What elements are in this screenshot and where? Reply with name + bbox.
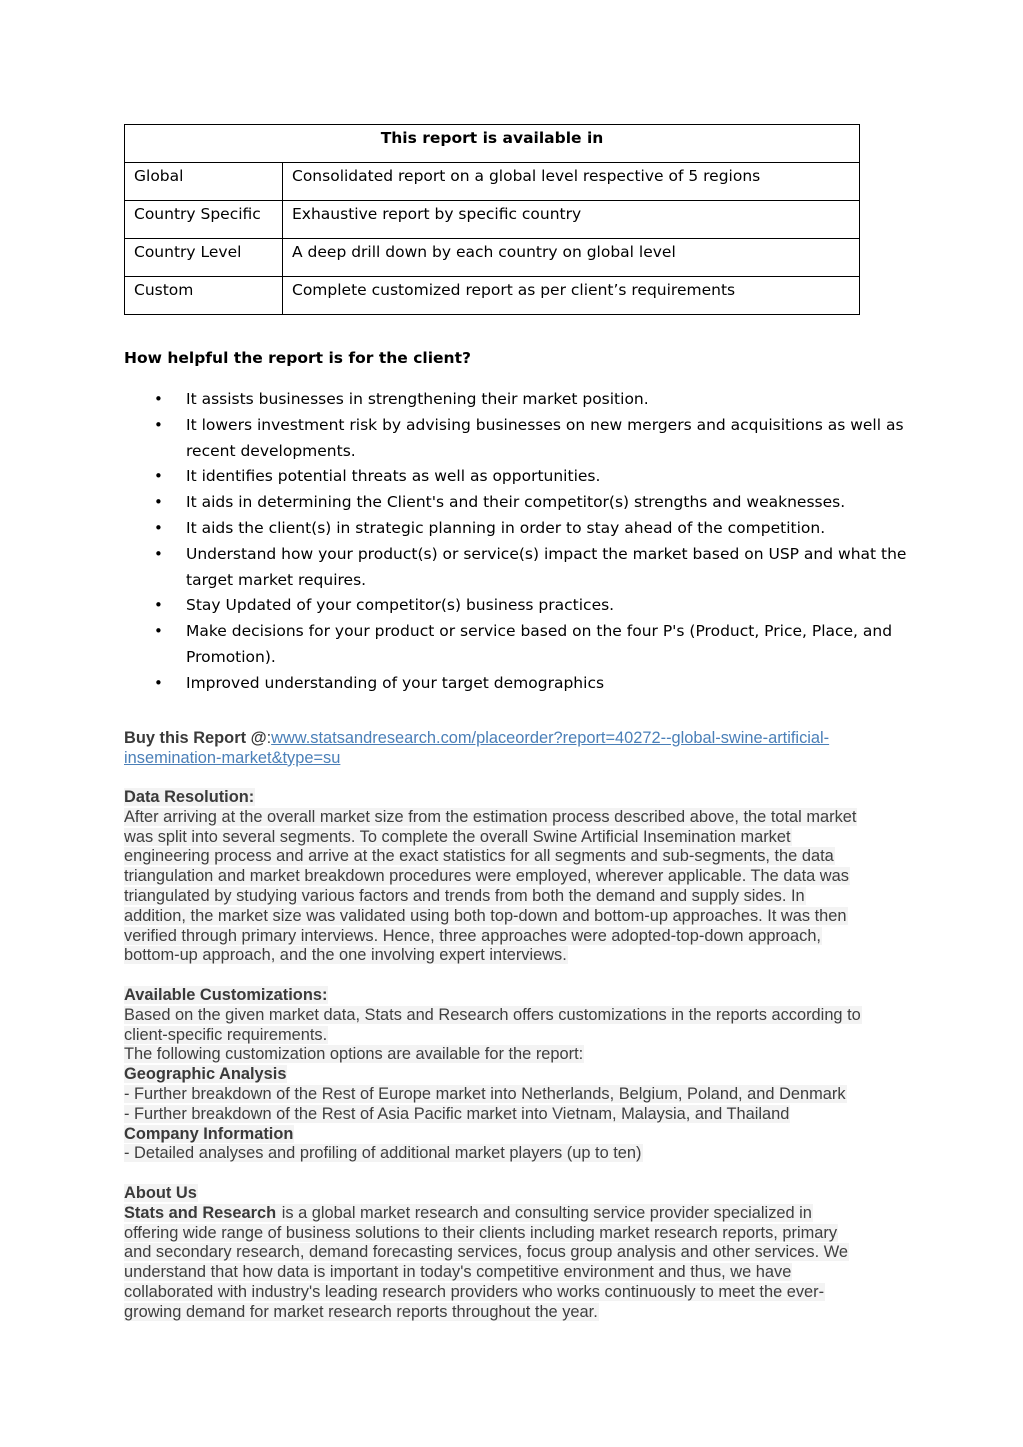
list-item <box>124 413 914 465</box>
benefit-text: Improved understanding of your target demographics <box>186 673 605 692</box>
table-row <box>125 201 860 239</box>
paragraph-line <box>124 1204 914 1224</box>
list-item <box>124 542 914 594</box>
scope-cell: Country Level <box>125 239 283 277</box>
bullet-icon: • <box>154 518 163 537</box>
paragraph-line <box>124 927 914 947</box>
paragraph-line <box>124 1006 914 1026</box>
buy-report-section <box>124 729 914 769</box>
paragraph-text: is a global market research and consulting service provider specialized in <box>277 1203 812 1222</box>
customization-item: - Detailed analyses and profiling of additional market players (up to ten) <box>124 1144 642 1163</box>
paragraph-text: engineering process and arrive at the exact statistics for all segments and sub-segments, the data <box>124 847 834 866</box>
paragraph-line <box>124 1263 914 1283</box>
paragraph-line <box>124 1045 914 1065</box>
paragraph-text: Based on the given market data, Stats and Research offers customizations in the reports according to <box>124 1005 861 1024</box>
company-information-heading: Company Information <box>124 1124 294 1143</box>
paragraph-text: client-specific requirements. <box>124 1025 328 1044</box>
availability-table-header: This report is available in <box>125 125 860 163</box>
paragraph-line <box>124 907 914 927</box>
list-item <box>124 1144 914 1164</box>
list-item <box>124 516 914 542</box>
data-resolution-heading: Data Resolution: <box>124 788 255 806</box>
paragraph-line <box>124 1303 914 1323</box>
about-heading: About Us <box>124 1184 197 1202</box>
paragraph-text: verified through primary interviews. Hence, three approaches were adopted-top-down approach, <box>124 926 821 945</box>
paragraph-text: The following customization options are available for the report: <box>124 1045 584 1064</box>
list-item <box>124 464 914 490</box>
section-heading-line <box>124 1184 914 1204</box>
benefit-text: Make decisions for your product or service based on the four P's (Product, Price, Place, and Promotion). <box>186 622 893 666</box>
paragraph-text: bottom-up approach, and the one involving expert interviews. <box>124 946 567 965</box>
availability-table <box>124 124 860 315</box>
paragraph-line <box>124 1224 914 1244</box>
buy-label: Buy this Report @ <box>124 729 267 747</box>
benefit-text: It assists businesses in strengthening their market position. <box>186 390 649 408</box>
customizations-heading: Available Customizations: <box>124 986 328 1004</box>
paragraph-text: offering wide range of business solutions to their clients including market research reports, primary <box>124 1223 838 1242</box>
paragraph-line <box>124 867 914 887</box>
bullet-icon: • <box>154 544 163 563</box>
bullet-icon: • <box>154 415 163 434</box>
subheading-line <box>124 1125 914 1145</box>
buy-line-2 <box>124 749 914 769</box>
benefit-text: It lowers investment risk by advising businesses on new mergers and acquisitions as well as recent developments. <box>186 415 904 460</box>
description-cell: Exhaustive report by specific country <box>283 201 860 239</box>
paragraph-line <box>124 828 914 848</box>
customization-item: - Further breakdown of the Rest of Europe market into Netherlands, Belgium, Poland, and Denmark <box>124 1084 846 1103</box>
paragraph-line <box>124 847 914 867</box>
bullet-icon: • <box>154 622 163 641</box>
buy-report-link[interactable]: www.statsandresearch.com/placeorder?report=40272--global-swine-artificial- <box>271 729 830 747</box>
description-cell: A deep drill down by each country on global level <box>283 239 860 277</box>
buy-colon: : <box>266 729 272 747</box>
benefit-text: Stay Updated of your competitor(s) business practices. <box>186 596 615 615</box>
benefit-text: It aids the client(s) in strategic planning in order to stay ahead of the competition. <box>186 518 826 537</box>
list-item <box>124 1085 914 1105</box>
paragraph-text: and secondary research, demand forecasting services, focus group analysis and other services. We <box>124 1243 848 1262</box>
benefit-list <box>124 387 914 697</box>
list-item <box>124 1105 914 1125</box>
paragraph-line <box>124 887 914 907</box>
paragraph-text: triangulation and market breakdown procedures were employed, wherever applicable. The data was <box>124 867 849 886</box>
description-cell: Consolidated report on a global level respective of 5 regions <box>283 163 860 201</box>
paragraph-line <box>124 1283 914 1303</box>
paragraph-line <box>124 1026 914 1046</box>
paragraph-text: was split into several segments. To complete the overall Swine Artificial Insemination market <box>124 827 791 846</box>
list-item <box>124 593 914 619</box>
paragraph-text: collaborated with industry's leading research providers who works continuously to meet the ever- <box>124 1282 825 1301</box>
buy-line-1 <box>124 729 914 749</box>
section-heading-line <box>124 986 914 1006</box>
availability-table-header-row <box>125 125 860 163</box>
paragraph-text: growing demand for market research reports throughout the year. <box>124 1302 598 1321</box>
paragraph-text: triangulated by studying various factors and trends from both the demand and supply sides. In <box>124 886 805 905</box>
paragraph-text: After arriving at the overall market size from the estimation process described above, the total market <box>124 807 857 826</box>
section-heading-line <box>124 788 914 808</box>
data-resolution-section <box>124 788 914 966</box>
buy-report-link-continued[interactable]: insemination-market&type=su <box>124 748 341 767</box>
list-item <box>124 490 914 516</box>
bullet-icon: • <box>154 596 163 615</box>
benefit-text: It aids in determining the Client's and their competitor(s) strengths and weaknesses. <box>186 493 846 512</box>
bullet-icon: • <box>154 493 163 512</box>
subheading-line <box>124 1065 914 1085</box>
table-row <box>125 239 860 277</box>
list-item <box>124 619 914 671</box>
table-row <box>125 277 860 315</box>
benefit-text: Understand how your product(s) or service(s) impact the market based on USP and what the target market requires. <box>186 544 907 589</box>
scope-cell: Global <box>125 163 283 201</box>
scope-cell: Country Specific <box>125 201 283 239</box>
scope-cell: Custom <box>125 277 283 315</box>
list-item <box>124 387 914 413</box>
geographic-analysis-heading: Geographic Analysis <box>124 1065 287 1084</box>
list-item <box>124 671 914 697</box>
paragraph-line <box>124 946 914 966</box>
table-row <box>125 163 860 201</box>
paragraph-text: understand that how data is important in today's competitive environment and thus, we have <box>124 1263 792 1282</box>
about-section <box>124 1184 914 1323</box>
bullet-icon: • <box>154 467 163 486</box>
bullet-icon: • <box>154 673 163 692</box>
description-cell: Complete customized report as per client’s requirements <box>283 277 860 315</box>
paragraph-text: addition, the market size was validated using both top-down and bottom-up approaches. It was then <box>124 906 847 925</box>
company-name: Stats and Research <box>124 1203 277 1222</box>
helpful-heading: How helpful the report is for the client? <box>124 349 471 367</box>
customizations-section <box>124 986 914 1164</box>
customization-item: - Further breakdown of the Rest of Asia Pacific market into Vietnam, Malaysia, and Thailand <box>124 1104 790 1123</box>
paragraph-line <box>124 1243 914 1263</box>
benefit-text: It identifies potential threats as well as opportunities. <box>186 467 601 486</box>
bullet-icon: • <box>154 390 163 408</box>
paragraph-line <box>124 808 914 828</box>
